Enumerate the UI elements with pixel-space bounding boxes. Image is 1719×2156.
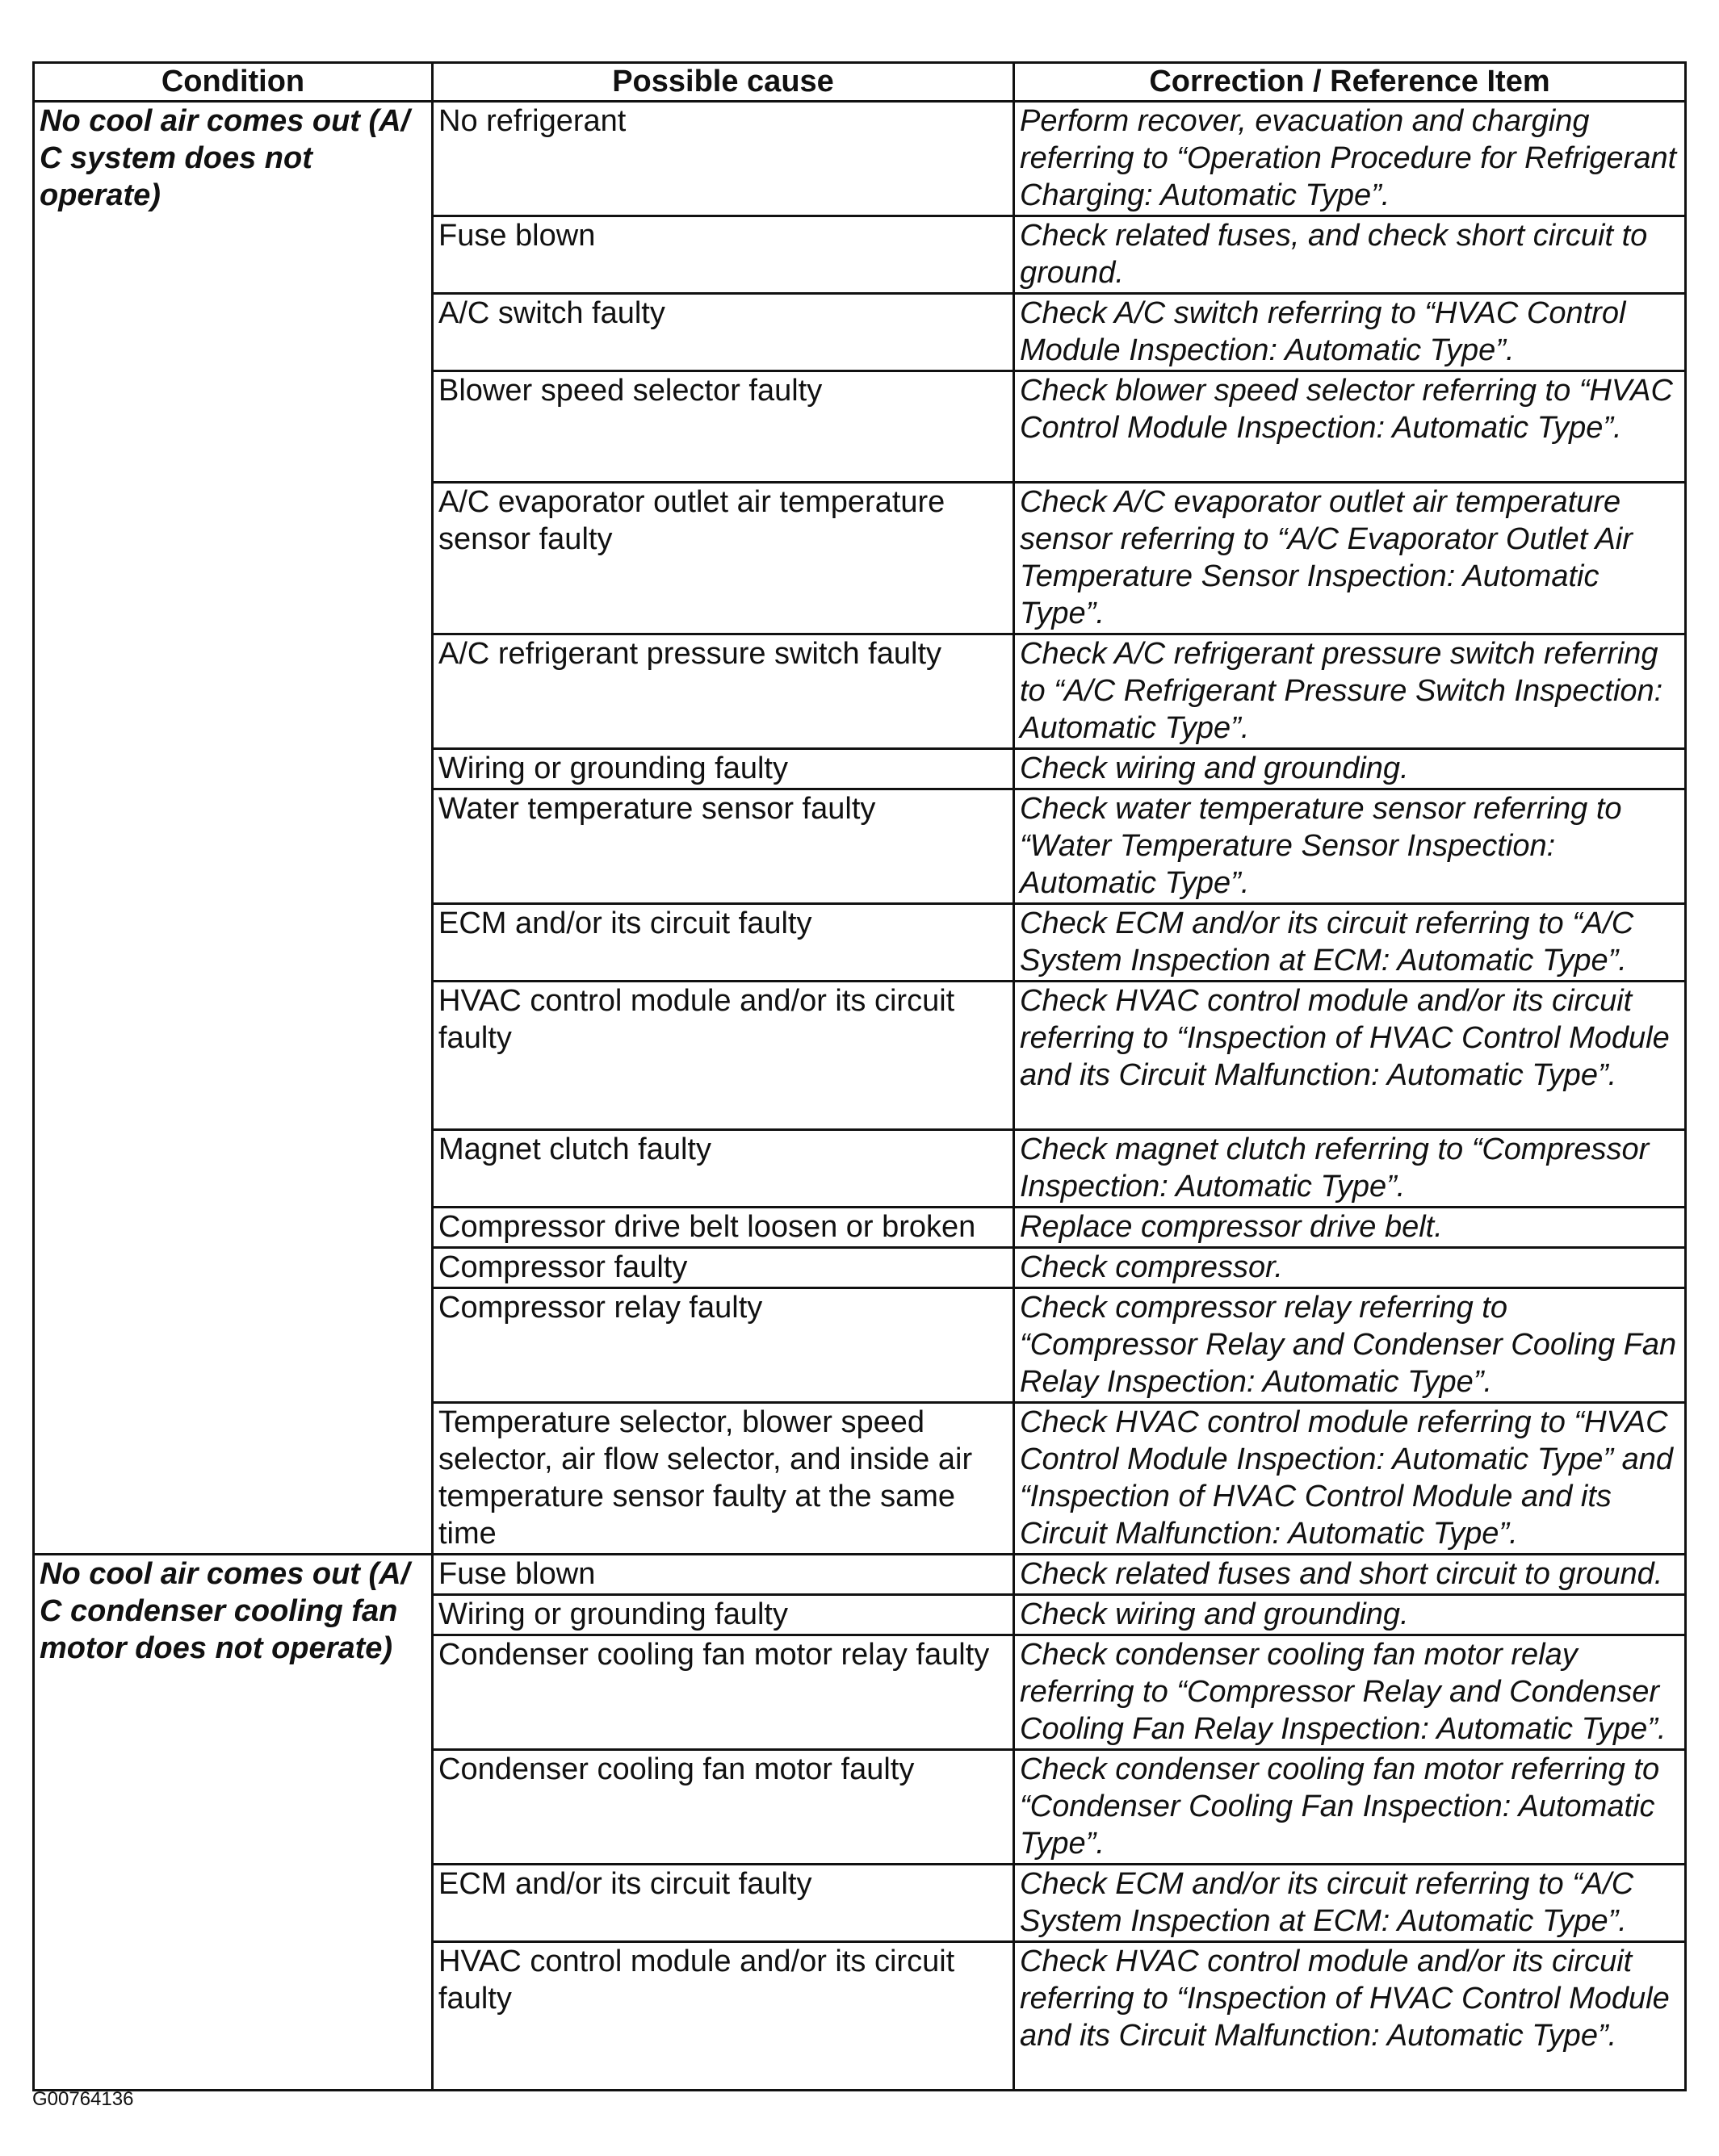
possible-cause-cell: A/C evaporator outlet air temperature sensor faulty (433, 483, 1014, 634)
correction-cell: Check blower speed selector referring to “HVAC Control Module Inspection: Automatic Type”. (1014, 371, 1686, 483)
header-row (34, 63, 1686, 102)
possible-cause-cell: A/C switch faulty (433, 294, 1014, 371)
possible-cause-cell: Blower speed selector faulty (433, 371, 1014, 483)
possible-cause-cell: Wiring or grounding faulty (433, 1595, 1014, 1635)
correction-cell: Check HVAC control module and/or its circuit referring to “Inspection of HVAC Control Module and its Circuit Malfunction: Automatic Type”. (1014, 982, 1686, 1130)
condition-cell: No cool air comes out (A/ C system does not operate) (34, 102, 433, 1555)
correction-cell: Check A/C refrigerant pressure switch referring to “A/C Refrigerant Pressure Switch Inspection: Automatic Type”. (1014, 634, 1686, 749)
correction-cell: Check related fuses and short circuit to ground. (1014, 1555, 1686, 1595)
header-possible-cause: Possible cause (433, 63, 1014, 102)
correction-cell: Check related fuses, and check short circuit to ground. (1014, 216, 1686, 294)
correction-cell: Check ECM and/or its circuit referring to “A/C System Inspection at ECM: Automatic Type”. (1014, 1865, 1686, 1942)
possible-cause-cell: Condenser cooling fan motor relay faulty (433, 1635, 1014, 1750)
possible-cause-cell: Fuse blown (433, 1555, 1014, 1595)
possible-cause-cell: Water temperature sensor faulty (433, 789, 1014, 904)
table-row (34, 1555, 1686, 1595)
possible-cause-cell: Temperature selector, blower speed selector, air flow selector, and inside air temperature sensor faulty at the same time (433, 1403, 1014, 1555)
correction-cell: Check condenser cooling fan motor referring to “Condenser Cooling Fan Inspection: Automatic Type”. (1014, 1750, 1686, 1865)
possible-cause-cell: HVAC control module and/or its circuit faulty (433, 982, 1014, 1130)
possible-cause-cell: A/C refrigerant pressure switch faulty (433, 634, 1014, 749)
correction-cell: Check wiring and grounding. (1014, 1595, 1686, 1635)
table-body (34, 102, 1686, 2091)
condition-cell: No cool air comes out (A/ C condenser cooling fan motor does not operate) (34, 1555, 433, 2091)
correction-cell: Check magnet clutch referring to “Compressor Inspection: Automatic Type”. (1014, 1130, 1686, 1208)
correction-cell: Check HVAC control module and/or its circuit referring to “Inspection of HVAC Control Module and its Circuit Malfunction: Automatic Type”. (1014, 1942, 1686, 2091)
correction-cell: Check wiring and grounding. (1014, 749, 1686, 789)
troubleshooting-table (32, 61, 1687, 2091)
correction-cell: Check water temperature sensor referring to “Water Temperature Sensor Inspection: Automatic Type”. (1014, 789, 1686, 904)
correction-cell: Check compressor relay referring to “Compressor Relay and Condenser Cooling Fan Relay Inspection: Automatic Type”. (1014, 1288, 1686, 1403)
table-row (34, 102, 1686, 216)
correction-cell: Replace compressor drive belt. (1014, 1208, 1686, 1248)
correction-cell: Check condenser cooling fan motor relay referring to “Compressor Relay and Condenser Cooling Fan Relay Inspection: Automatic Type”. (1014, 1635, 1686, 1750)
possible-cause-cell: ECM and/or its circuit faulty (433, 1865, 1014, 1942)
possible-cause-cell: Compressor drive belt loosen or broken (433, 1208, 1014, 1248)
possible-cause-cell: HVAC control module and/or its circuit faulty (433, 1942, 1014, 2091)
header-correction: Correction / Reference Item (1014, 63, 1686, 102)
correction-cell: Check ECM and/or its circuit referring to “A/C System Inspection at ECM: Automatic Type”. (1014, 904, 1686, 982)
possible-cause-cell: No refrigerant (433, 102, 1014, 216)
possible-cause-cell: Compressor faulty (433, 1248, 1014, 1288)
correction-cell: Check HVAC control module referring to “HVAC Control Module Inspection: Automatic Type” and “Inspection of HVAC Control Module and its Circuit Malfunction: Automatic Type”. (1014, 1403, 1686, 1555)
possible-cause-cell: ECM and/or its circuit faulty (433, 904, 1014, 982)
correction-cell: Check A/C evaporator outlet air temperature sensor referring to “A/C Evaporator Outlet Air Temperature Sensor Inspection: Automatic Type”. (1014, 483, 1686, 634)
possible-cause-cell: Condenser cooling fan motor faulty (433, 1750, 1014, 1865)
correction-cell: Check compressor. (1014, 1248, 1686, 1288)
correction-cell: Perform recover, evacuation and charging referring to “Operation Procedure for Refrigerant Charging: Automatic Type”. (1014, 102, 1686, 216)
possible-cause-cell: Magnet clutch faulty (433, 1130, 1014, 1208)
possible-cause-cell: Fuse blown (433, 216, 1014, 294)
header-condition: Condition (34, 63, 433, 102)
possible-cause-cell: Wiring or grounding faulty (433, 749, 1014, 789)
figure-id: G00764136 (32, 2088, 134, 2110)
correction-cell: Check A/C switch referring to “HVAC Control Module Inspection: Automatic Type”. (1014, 294, 1686, 371)
possible-cause-cell: Compressor relay faulty (433, 1288, 1014, 1403)
